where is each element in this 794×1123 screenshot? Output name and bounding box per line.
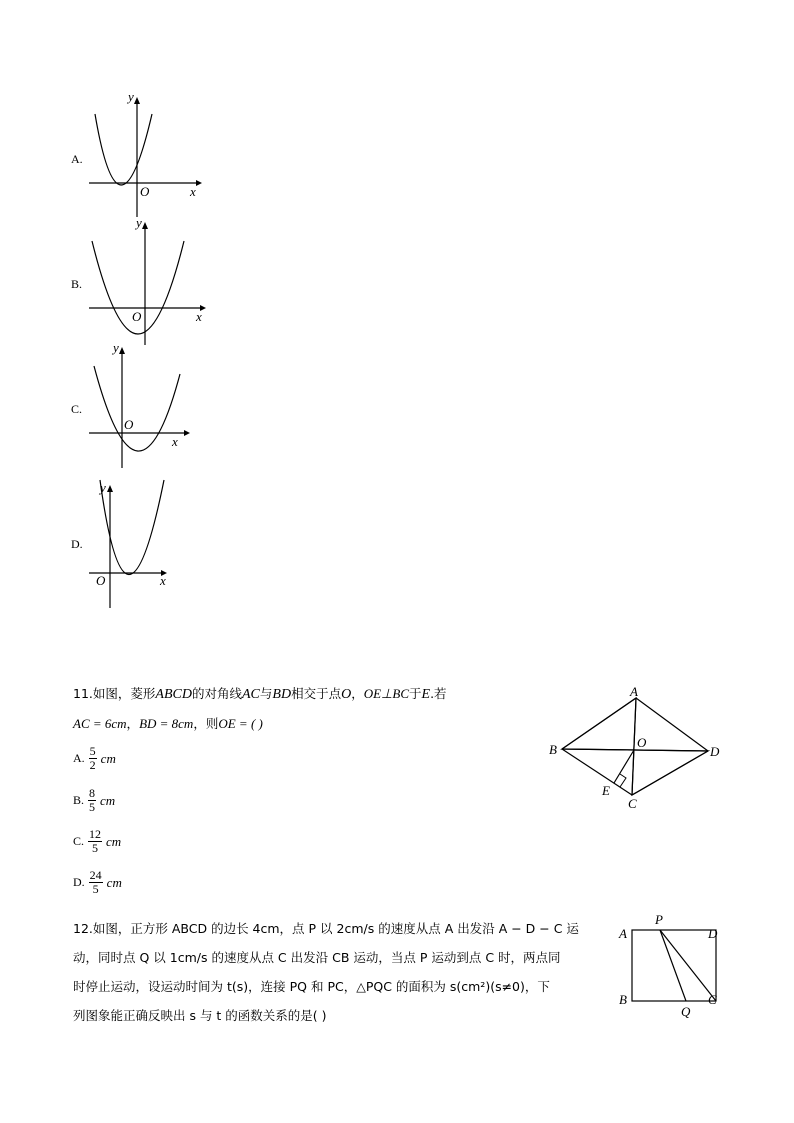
option-b-y-label: y [136, 217, 142, 230]
q11-shape: ABCD [155, 687, 192, 702]
option-b-label: B. [71, 277, 83, 291]
q11-label-a: A [630, 684, 638, 699]
q11-given-ac: AC = 6cm [73, 716, 127, 731]
q11-stem-line2: AC = 6cm，BD = 8cm，则OE = ( ) [73, 716, 263, 731]
option-c-label: C. [71, 402, 83, 416]
q11-choice-a[interactable]: A. $\frac{5}{2}$ cm [73, 744, 116, 772]
option-c-graph [86, 342, 196, 472]
q11-stem-line1: 11.如图，菱形ABCD的对角线AC与BD相交于点O，OE⊥BC于E.若 [73, 686, 447, 702]
option-a-y-label: y [128, 92, 134, 104]
q11-label-b: B [549, 742, 557, 757]
option-a-graph [86, 92, 206, 222]
option-d-x-label: x [160, 573, 166, 588]
q11-choice-d[interactable]: D. $\frac{24}{5}$ cm [73, 868, 122, 896]
q11-label-o: O [637, 735, 647, 750]
q12-line4: 列图象能正确反映出 s 与 t 的函数关系的是( ) [73, 1008, 327, 1023]
option-a-x-label: x [190, 184, 196, 199]
q11-ask: OE = ( ) [218, 716, 263, 731]
q12-line3: 时停止运动，设运动时间为 t(s)，连接 PQ 和 PC，△PQC 的面积为 s(cm²)(s≠0)，下 [73, 979, 550, 994]
q11-intro: 如图，菱形 [92, 686, 156, 701]
q11-choice-c[interactable]: C. $\frac{12}{5}$ cm [73, 827, 122, 855]
q12-line1: 12.如图，正方形 ABCD 的边长 4cm，点 P 以 2cm/s 的速度从点 A 出发沿 A − D − C 运 [73, 921, 579, 936]
option-c-origin-label: O [124, 417, 134, 432]
q11-label-e: E [602, 783, 610, 798]
option-d-graph [86, 475, 196, 610]
q11-label-d: D [710, 744, 720, 759]
q12-label-c: C [708, 992, 717, 1007]
q12-stem [73, 914, 579, 1030]
option-b-origin-label: O [132, 309, 142, 324]
option-a-origin-label: O [140, 184, 150, 199]
q11-rhombus-figure [540, 683, 730, 815]
q11-given-bd: BD = 8cm [139, 716, 194, 731]
q11-number: 11. [73, 686, 93, 701]
q11-choice-b[interactable]: B. $\frac{8}{5}$ cm [73, 786, 116, 814]
option-d-label: D. [71, 537, 83, 551]
option-d-origin-label: O [96, 573, 106, 588]
option-c-y-label: y [113, 342, 119, 355]
option-d-y-label: y [100, 480, 106, 495]
q12-label-b: B [619, 992, 627, 1007]
q11-label-c: C [628, 796, 637, 811]
option-b-graph [86, 217, 211, 347]
q12-line2: 动，同时点 Q 以 1cm/s 的速度从点 C 出发沿 CB 运动，当点 P 运动到点 C 时，两点同 [73, 950, 561, 965]
q12-label-d: D [708, 926, 718, 941]
option-a-label: A. [71, 152, 83, 166]
q12-label-a: A [619, 926, 627, 941]
option-c-x-label: x [172, 434, 178, 449]
option-b-x-label: x [196, 309, 202, 324]
q12-square-figure [612, 910, 727, 1020]
q12-label-p: P [655, 912, 663, 927]
q12-label-q: Q [681, 1004, 691, 1019]
